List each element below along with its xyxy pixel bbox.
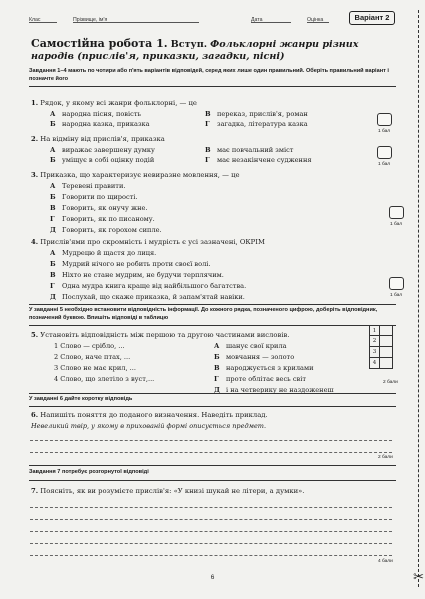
- q2-points: 1 бал: [378, 162, 391, 167]
- student-info-header: [29, 13, 395, 25]
- q5-right-g: Г проте облітає весь світ: [214, 375, 306, 383]
- divider: [29, 406, 396, 407]
- question-3: 3. Приказка, що характеризує невиразне мовлення, — це: [31, 171, 240, 179]
- q1-option-b[interactable]: Б народна казка, приказка: [50, 120, 150, 128]
- q5-points: 2 бали: [383, 380, 398, 385]
- q1-option-g[interactable]: Г загадка, література казка: [205, 120, 308, 128]
- question-2: 2. На відміну від прислів'я, приказка: [31, 135, 165, 143]
- q3-option-d[interactable]: Д Говорить, як горохом сипле.: [50, 226, 162, 234]
- q6-definition: Невеликий твір, у якому в прихованій формі описується предмет.: [31, 422, 267, 430]
- q3-points: 1 бал: [390, 222, 403, 227]
- section4-instruction: Завдання 7 потребує розгорнутої відповіді: [29, 469, 396, 481]
- grade-label: Оцінка: [307, 17, 324, 23]
- page-number: 6: [210, 574, 215, 581]
- q4-option-b[interactable]: Б Мудрий нічого не робить проти своєї волі.: [50, 260, 211, 268]
- q2-option-a[interactable]: А виражає завершену думку: [50, 146, 155, 154]
- q5-right-d: Д і на четверику не наздоженеш: [214, 386, 334, 394]
- q5-left-1: 1 Слово — срібло, ...: [54, 342, 125, 350]
- intro-label: Вступ.: [170, 39, 208, 50]
- work-title: Самостійна робота 1.: [31, 37, 168, 50]
- q3-option-a[interactable]: А Теревені правити.: [50, 182, 126, 190]
- q4-option-g[interactable]: Г Одна мудра книга краще від найбільшого багатства.: [50, 282, 247, 290]
- q5-cell-2[interactable]: [379, 336, 393, 347]
- question-1: 1. Рядок, у якому всі жанри фольклорні, — це: [31, 99, 197, 107]
- q5-right-a: А шанує свої крила: [214, 342, 287, 350]
- q5-left-4: 4 Слово, що злетіло з вуст,...: [54, 375, 155, 383]
- q3-option-b[interactable]: Б Говорити по щирості.: [50, 193, 138, 201]
- q6-answer-line-2[interactable]: [30, 452, 392, 453]
- q4-option-v[interactable]: В Ніхто не стане мудрим, не будучи терплячим.: [50, 271, 224, 279]
- cut-line: [418, 10, 419, 587]
- q5-left-3: 3 Слово не має крил, ...: [54, 364, 136, 372]
- divider: [29, 465, 396, 466]
- q4-option-d[interactable]: Д Послухай, що скаже приказка, й запам'ятай навіки.: [50, 293, 245, 301]
- q5-cell-1[interactable]: [379, 325, 393, 336]
- q1-points: 1 бал: [378, 129, 391, 134]
- q4-option-a[interactable]: А Мудрецю й щастя до лиця.: [50, 249, 157, 257]
- q5-right-b: Б мовчання — золото: [214, 353, 295, 361]
- q7-answer-line-5[interactable]: [30, 555, 392, 556]
- q6-answer-line-1[interactable]: [30, 440, 392, 441]
- question-6: 6. Напишіть поняття до поданого визначення. Наведіть приклад.: [31, 411, 268, 419]
- question-7: 7. Поясніть, як ви розумієте прислів'я: «У книзі шукай не літери, а думки».: [31, 487, 305, 495]
- q1-option-v[interactable]: В переказ, прислів'я, роман: [205, 110, 308, 118]
- name-field[interactable]: [73, 17, 199, 23]
- scissors-icon: ✂: [413, 570, 424, 585]
- q7-answer-line-2[interactable]: [30, 519, 392, 520]
- name-label: Прізвище, ім'я: [73, 17, 108, 23]
- class-label: Клас: [29, 17, 41, 23]
- class-field[interactable]: [29, 17, 57, 23]
- variant-badge: Варіант 2: [349, 11, 395, 25]
- q2-option-b[interactable]: Б уміщує в собі оцінку подій: [50, 156, 155, 164]
- q2-answer-box[interactable]: [377, 146, 392, 159]
- q2-option-v[interactable]: В має повчальний зміст: [205, 146, 294, 154]
- date-field[interactable]: [251, 17, 291, 23]
- q7-answer-line-1[interactable]: [30, 507, 392, 508]
- q1-option-a[interactable]: А народна пісня, повість: [50, 110, 142, 118]
- topic-title: Фольклорні жанри різних народів (прислів'я, приказки, загадки, пісні): [31, 39, 359, 62]
- q3-option-g[interactable]: Г Говорить, як по писаному.: [50, 215, 155, 223]
- q7-answer-line-4[interactable]: [30, 543, 392, 544]
- grade-field[interactable]: [307, 17, 329, 23]
- divider: [29, 393, 396, 394]
- q4-answer-box[interactable]: [389, 277, 404, 290]
- q1-answer-box[interactable]: [377, 113, 392, 126]
- page-title: [31, 38, 391, 63]
- q6-points: 2 бали: [378, 455, 393, 460]
- section2-instruction: У завданні 5 необхідно встановити відповідність інформації. До кожного рядка, позначеного цифрою, доберіть відповідник, позначений буквою. Впишіть відповіді в таблицю: [29, 307, 396, 326]
- date-label: Дата: [251, 17, 263, 23]
- q4-points: 1 бал: [390, 293, 403, 298]
- q5-answer-table: 1 2 3 4: [369, 325, 393, 369]
- question-5: 5. Установіть відповідність між першою та другою частинами висловів.: [31, 331, 290, 339]
- q5-cell-4[interactable]: [379, 358, 393, 369]
- q7-points: 4 бали: [378, 559, 393, 564]
- question-4: 4. Прислів'ями про скромність і мудрість є усі зазначені, ОКРІМ: [31, 238, 265, 246]
- q2-option-g[interactable]: Г має незакінчене судження: [205, 156, 312, 164]
- q5-right-v: В народжується з крилами: [214, 364, 314, 372]
- section3-instruction: У завданні 6 дайте коротку відповідь: [29, 396, 133, 402]
- q3-answer-box[interactable]: [389, 206, 404, 219]
- q7-answer-line-3[interactable]: [30, 531, 392, 532]
- divider: [29, 304, 396, 305]
- q5-left-2: 2 Слово, наче птах, ...: [54, 353, 131, 361]
- section1-instruction: Завдання 1–4 мають по чотири або п'ять варіантів відповідей, серед яких лише один правильний. Оберіть правильний варіант і позначте його: [29, 68, 396, 87]
- q3-option-v[interactable]: В Говорить, як онучу жне.: [50, 204, 148, 212]
- q5-cell-3[interactable]: [379, 347, 393, 358]
